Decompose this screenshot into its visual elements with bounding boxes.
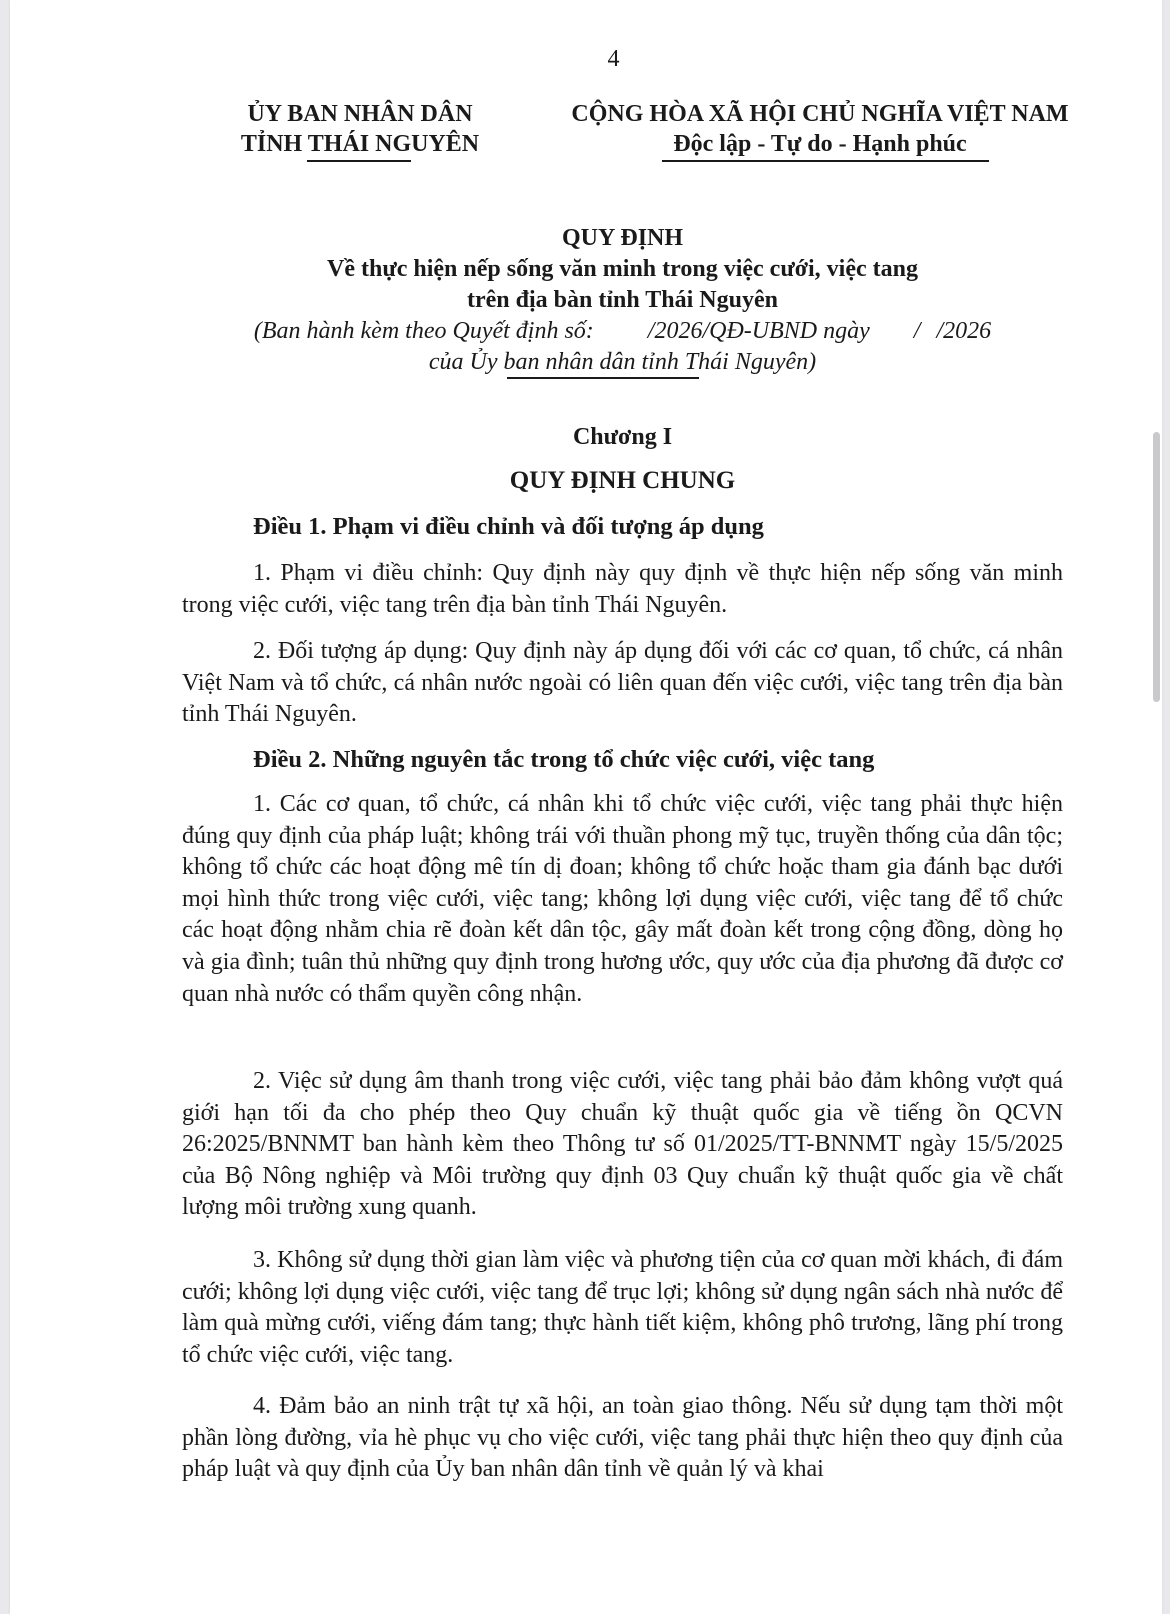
national-name: CỘNG HÒA XÃ HỘI CHỦ NGHĨA VIỆT NAM	[571, 101, 1069, 127]
issuance-note-part4: /2026	[936, 318, 992, 344]
article2-paragraph-2: 2. Việc sử dụng âm thanh trong việc cưới, việc tang phải bảo đảm không vượt quá giới hạn tối đa cho phép theo Quy chuẩn kỹ thuật quốc gia về tiếng ồn QCVN 26:2025/BNNMT ban hành kèm theo Thông tư số 01/2025/TT-BNNMT ngày 15/5/2025 của Bộ Nông nghiệp và Môi trường quy định 03 Quy chuẩn kỹ thuật quốc gia về chất lượng môi trường xung quanh.	[182, 1068, 1063, 1221]
article2-heading: Điều 2. Những nguyên tắc trong tổ chức việc cưới, việc tang	[253, 746, 875, 773]
document-title: QUY ĐỊNH	[561, 225, 684, 251]
scrollbar-thumb[interactable]	[1153, 432, 1160, 702]
page-number: 4	[607, 46, 620, 72]
issuing-authority	[210, 99, 510, 159]
issuance-note-part2: /2026/QĐ-UBND ngày	[647, 318, 870, 344]
authority-underline	[307, 160, 411, 162]
chapter-label: Chương I	[572, 424, 673, 450]
issuance-note-part3: /	[913, 318, 921, 344]
document-subtitle-line2: trên địa bàn tỉnh Thái Nguyên	[467, 287, 778, 313]
article2-paragraph-4: 4. Đảm bảo an ninh trật tự xã hội, an toàn giao thông. Nếu sử dụng tạm thời một phần lòng đường, vỉa hè phục vụ cho việc cưới, việc tang phải thực hiện theo quy định của pháp luật và quy định của Ủy ban nhân dân tỉnh về quản lý và khai	[182, 1393, 1063, 1483]
document-page	[10, 0, 1162, 1614]
issuance-note-part1: (Ban hành kèm theo Quyết định số:	[253, 318, 594, 344]
issuing-authority-line1: ỦY BAN NHÂN DÂN	[247, 101, 473, 127]
national-motto-line: Độc lập - Tự do - Hạnh phúc	[673, 131, 967, 157]
document-subtitle-line1: Về thực hiện nếp sống văn minh trong việc cưới, việc tang	[327, 256, 918, 282]
national-motto	[550, 99, 1090, 159]
motto-underline	[662, 160, 989, 162]
article1-paragraph-1: 1. Phạm vi điều chỉnh: Quy định này quy định về thực hiện nếp sống văn minh trong việc cưới, việc tang trên địa bàn tỉnh Thái Nguyên.	[182, 560, 1063, 618]
article2-paragraph-3: 3. Không sử dụng thời gian làm việc và phương tiện của cơ quan mời khách, đi đám cưới; không lợi dụng việc cưới, việc tang để trục lợi; không sử dụng ngân sách nhà nước để làm quà mừng cưới, viếng đám tang; thực hành tiết kiệm, không phô trương, lãng phí trong tổ chức việc cưới, việc tang.	[182, 1247, 1063, 1368]
issuing-authority-line2: TỈNH THÁI NGUYÊN	[240, 131, 480, 157]
issuance-note-line1	[10, 318, 1170, 345]
issuance-note-line2: của Ủy ban nhân dân tỉnh Thái Nguyên)	[428, 349, 817, 375]
article1-paragraph-2: 2. Đối tượng áp dụng: Quy định này áp dụng đối với các cơ quan, tổ chức, cá nhân Việt Nam và tổ chức, cá nhân nước ngoài có liên quan đến việc cưới, việc tang trên địa bàn tỉnh Thái Nguyên.	[182, 638, 1063, 728]
article1-heading: Điều 1. Phạm vi điều chỉnh và đối tượng áp dụng	[253, 513, 764, 540]
chapter-title: QUY ĐỊNH CHUNG	[509, 467, 736, 494]
article2-paragraph-1: 1. Các cơ quan, tổ chức, cá nhân khi tổ chức việc cưới, việc tang phải thực hiện đúng quy định của pháp luật; không trái với thuần phong mỹ tục, truyền thống của dân tộc; không tổ chức các hoạt động mê tín dị đoan; không tổ chức hoặc tham gia đánh bạc dưới mọi hình thức trong việc cưới, việc tang; không lợi dụng việc cưới, việc tang để tổ chức các hoạt động nhằm chia rẽ đoàn kết dân tộc, gây mất đoàn kết trong cộng đồng, dòng họ và gia đình; tuân thủ những quy định trong hương ước, quy ước của địa phương đã được cơ quan nhà nước có thẩm quyền công nhận.	[182, 791, 1063, 1007]
issuance-note-underline	[507, 377, 699, 379]
